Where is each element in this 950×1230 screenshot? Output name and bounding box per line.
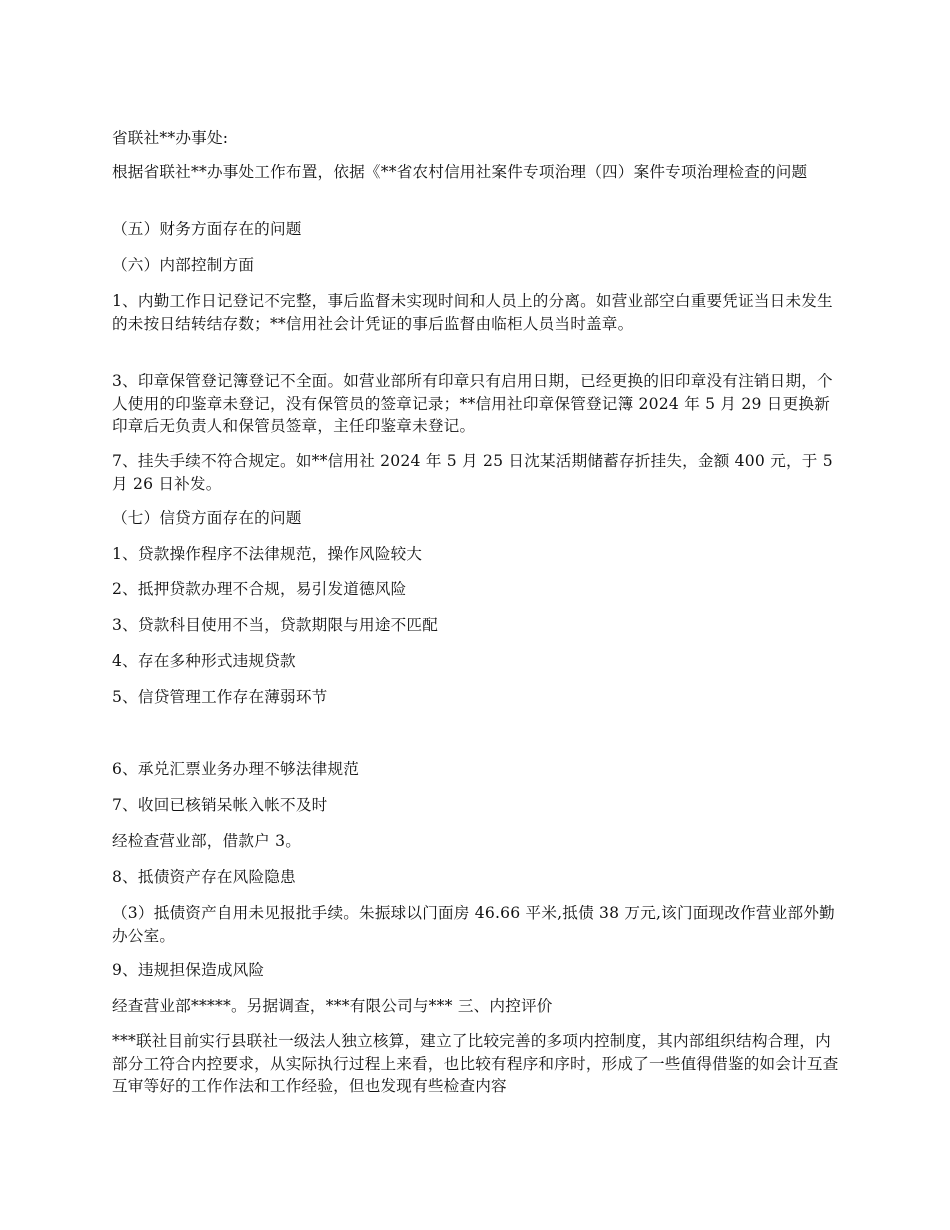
paragraph-evaluation: ***联社目前实行县联社一级法人独立核算，建立了比较完善的多项内控制度，其内部组织结构合理，内部分工符合内控要求，从实际执行过程上来看，也比较有程序和序时，形成了一些值得借鉴的如会计互查互审等好的工作作法和工作经验，但也发现有些检查内容 (112, 1032, 839, 1095)
paragraph-item: 7、挂失手续不符合规定。如**信用社 2024 年 5 月 25 日沈某活期储蓄存折挂失，金额 400 元，于 5 月 26 日补发。 (112, 452, 833, 493)
section-heading-finance: （五）财务方面存在的问题 (112, 220, 302, 238)
list-item: 4、存在多种形式违规贷款 (112, 652, 296, 670)
paragraph-note: 经检查营业部，借款户 3。 (112, 832, 302, 850)
list-item: 9、违规担保造成风险 (112, 961, 265, 979)
salutation: 省联社**办事处: (112, 129, 229, 147)
list-item: 2、抵押贷款办理不合规，易引发道德风险 (112, 580, 407, 598)
section-heading-internal-control: （六）内部控制方面 (112, 256, 255, 274)
paragraph-note: 经查营业部*****。另据调查，***有限公司与*** 三、内控评价 (112, 997, 553, 1015)
list-item: 7、收回已核销呆帐入帐不及时 (112, 796, 328, 814)
section-heading-credit: （七）信贷方面存在的问题 (112, 509, 302, 527)
list-item: 5、信贷管理工作存在薄弱环节 (112, 688, 328, 706)
paragraph-item: （3）抵债资产自用未见报批手续。朱振球以门面房 46.66 平米,抵债 38 万元,该门面现改作营业部外勤办公室。 (112, 904, 835, 945)
list-item: 6、承兑汇票业务办理不够法律规范 (112, 760, 360, 778)
paragraph-item: 3、印章保管登记簿登记不全面。如营业部所有印章只有启用日期，已经更换的旧印章没有注销日期，个人使用的印鉴章未登记，没有保管员的签章记录；**信用社印章保管登记簿 2024 年 5 月 29 日更换新印章后无负责人和保管员签章，主任印鉴章未登记。 (112, 372, 833, 435)
paragraph-item: 1、内勤工作日记登记不完整，事后监督未实现时间和人员上的分离。如营业部空白重要凭证当日未发生的未按日结转结存数；**信用社会计凭证的事后监督由临柜人员当时盖章。 (112, 292, 833, 333)
list-item: 1、贷款操作程序不法律规范，操作风险较大 (112, 545, 423, 563)
list-item: 3、贷款科目使用不当，贷款期限与用途不匹配 (112, 616, 438, 634)
list-item: 8、抵债资产存在风险隐患 (112, 868, 296, 886)
paragraph-intro: 根据省联社**办事处工作布置，依据《**省农村信用社案件专项治理（四）案件专项治理检查的问题 (112, 163, 808, 181)
